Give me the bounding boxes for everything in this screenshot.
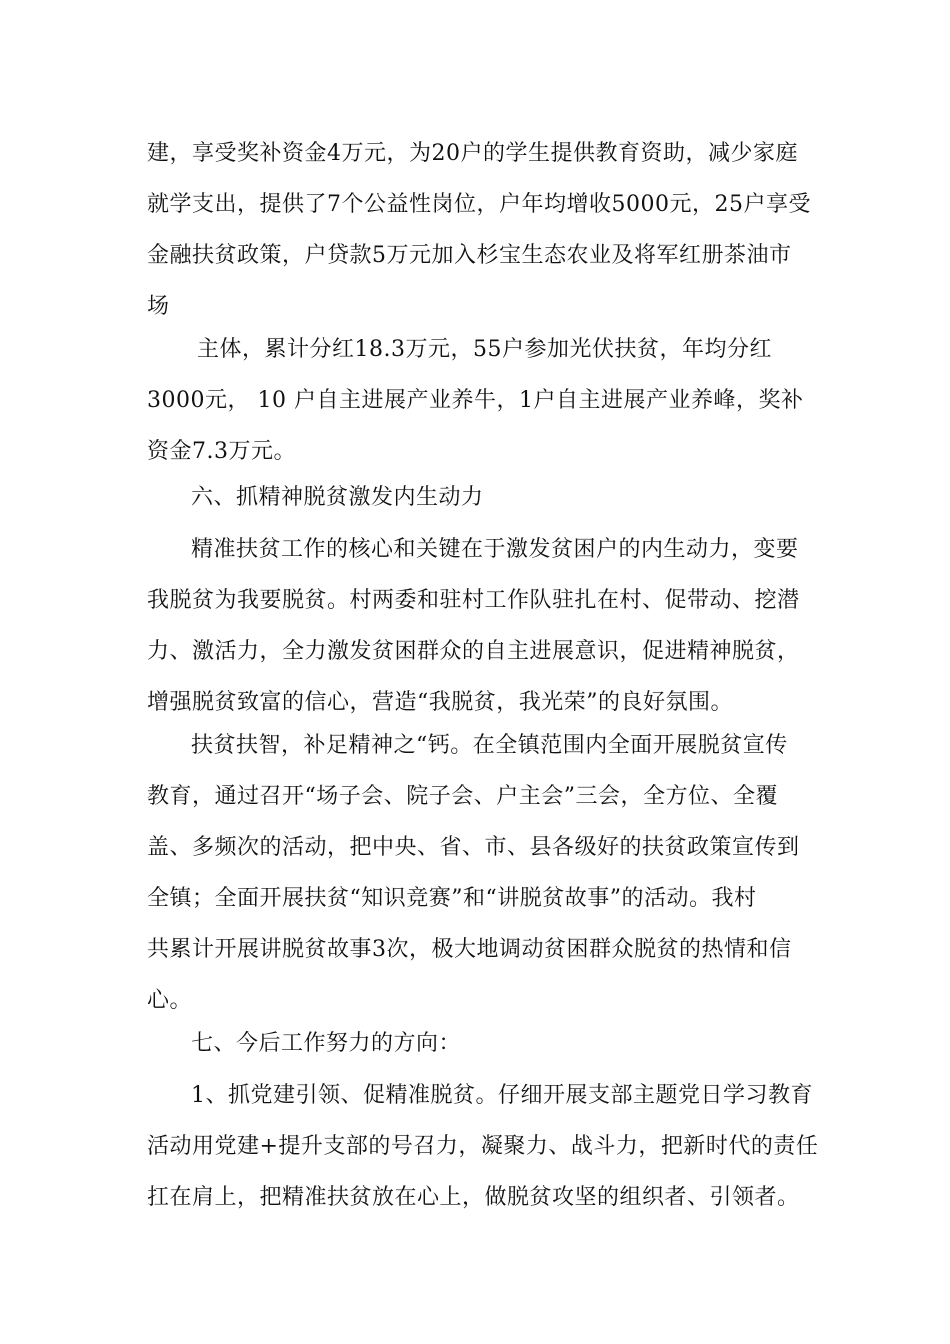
heading-text: 七、今后工作努力的方向： bbox=[191, 1031, 462, 1056]
text-line: 主体，累计分红18.3万元，55户参加光伏扶贫，年均分红 bbox=[197, 337, 772, 362]
paragraph-2 bbox=[147, 324, 807, 477]
text-line: 活动用党建+提升支部的号召力，凝聚力、战斗力，把新时代的责任 bbox=[147, 1134, 819, 1159]
text-line: 就学支出，提供了7个公益性岗位，户年均增收5000元，25户享受 bbox=[147, 192, 811, 217]
text-line: 金融扶贫政策，户贷款5万元加入杉宝生态农业及将军红册茶油市 bbox=[147, 243, 792, 268]
section-heading-6 bbox=[147, 472, 807, 523]
text-line: 场 bbox=[147, 294, 170, 319]
text-line: 扶贫扶智，补足精神之“钙。在全镇范围内全面开展脱贫宣传 bbox=[191, 733, 788, 758]
text-line: 建，享受奖补资金4万元，为20户的学生提供教育资助，减少家庭 bbox=[147, 141, 798, 166]
text-line: 精准扶贫工作的核心和关键在于激发贫困户的内生动力，变要 bbox=[191, 537, 799, 562]
paragraph-4 bbox=[147, 720, 807, 1026]
text-line: 力、激活力，全力激发贫困群众的自主进展意识，促进精神脱贫， bbox=[147, 639, 800, 664]
text-line: 教育，通过召开“场子会、院子会、户主会”三会，全方位、全覆 bbox=[147, 784, 778, 809]
text-line: 共累计开展讲脱贫故事3次，极大地调动贫困群众脱贫的热情和信 bbox=[147, 937, 792, 962]
text-line: 扛在肩上，把精准扶贫放在心上，做脱贫攻坚的组织者、引领者。 bbox=[147, 1185, 800, 1210]
text-line: 资金7.3万元。 bbox=[147, 439, 296, 464]
heading-text: 六、抓精神脱贫激发内生动力 bbox=[191, 485, 484, 510]
paragraph-3 bbox=[147, 524, 807, 728]
text-line: 3000元， 10 户自主进展产业养牛，1户自主进展产业养峰，奖补 bbox=[147, 388, 804, 413]
text-line: 增强脱贫致富的信心，营造“我脱贫，我光荣”的良好氛围。 bbox=[147, 690, 733, 715]
section-heading-7 bbox=[147, 1018, 807, 1069]
paragraph-5 bbox=[147, 1070, 819, 1223]
text-line: 盖、多频次的活动，把中央、省、市、县各级好的扶贫政策宣传到 bbox=[147, 835, 800, 860]
text-line: 1、抓党建引领、促精准脱贫。仔细开展支部主题党日学习教育 bbox=[191, 1083, 813, 1108]
text-line: 心。 bbox=[147, 988, 193, 1013]
text-line: 我脱贫为我要脱贫。村两委和驻村工作队驻扎在村、促带动、挖潜 bbox=[147, 588, 800, 613]
text-line: 全镇；全面开展扶贫“知识竞赛”和“讲脱贫故事”的活动。我村 bbox=[147, 886, 757, 911]
paragraph-1 bbox=[147, 128, 811, 332]
